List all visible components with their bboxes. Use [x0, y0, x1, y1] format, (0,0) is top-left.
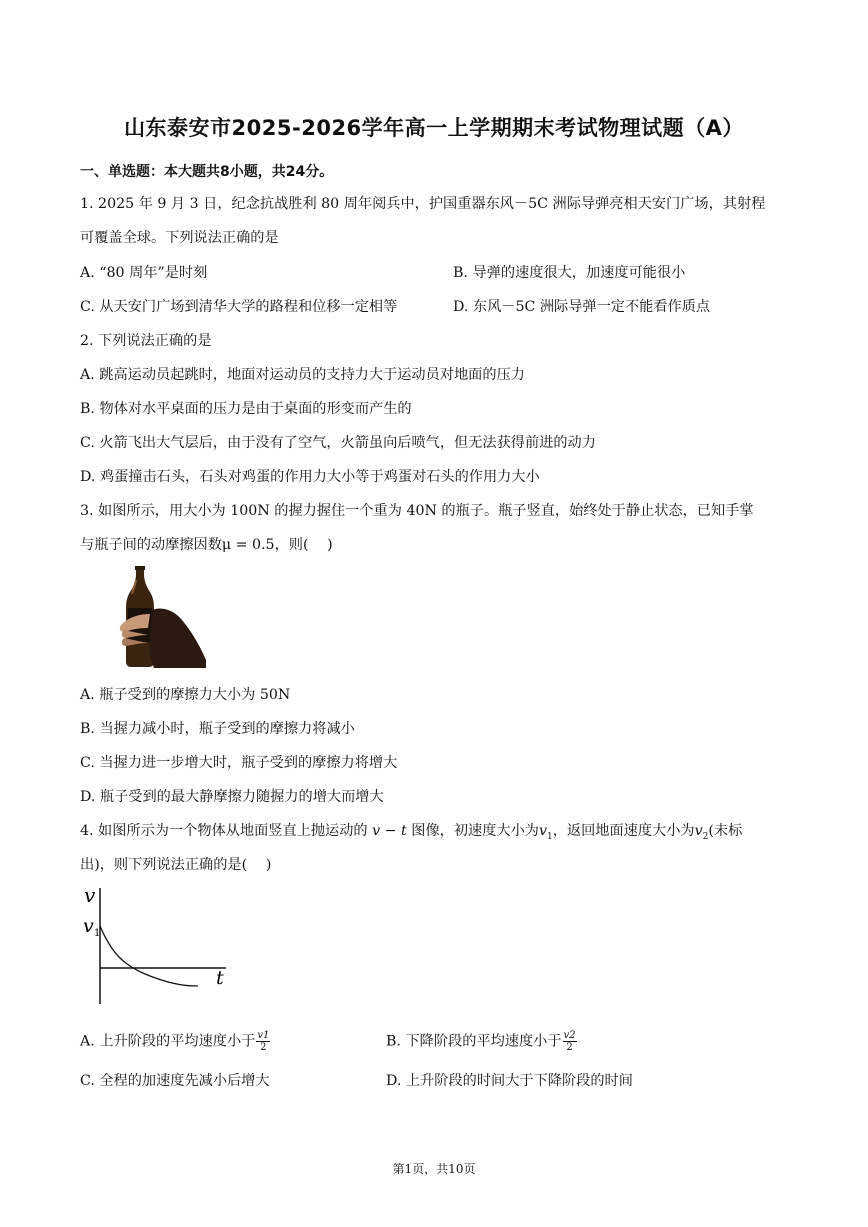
- graph-v-axis-label: v: [84, 884, 96, 907]
- bottle-in-hand-figure: [112, 564, 206, 668]
- q3-option-b: B. 当握力减小时，瓶子受到的摩擦力将减小: [80, 721, 355, 737]
- q4-v2-subscript: 2: [702, 831, 709, 842]
- q1-option-d: D. 东风－5C 洲际导弹一定不能看作质点: [453, 299, 711, 315]
- fraction-numerator: v2: [563, 1030, 576, 1041]
- q1-option-b: B. 导弹的速度很大，加速度可能很小: [453, 265, 686, 281]
- q4-v1-symbol: v: [538, 823, 547, 839]
- page-title: 山东泰安市2025-2026学年高一上学期期末考试物理试题（A）: [124, 116, 744, 140]
- q4-stem-part-a: 4. 如图所示为一个物体从地面竖直上抛运动的: [80, 823, 373, 839]
- q4-option-d: D. 上升阶段的时间大于下降阶段的时间: [386, 1073, 633, 1089]
- q1-stem-line2: 可覆盖全球。下列说法正确的是: [80, 230, 279, 246]
- vt-graph-figure: [80, 884, 230, 1010]
- graph-v1-label: v: [83, 915, 94, 937]
- graph-v1-subscript: 1: [94, 928, 101, 939]
- q3-stem-line2: 与瓶子间的动摩擦因数μ = 0.5，则( ): [80, 537, 333, 553]
- graph-t-axis-label: t: [216, 967, 224, 989]
- q2-option-b: B. 物体对水平桌面的压力是由于桌面的形变而产生的: [80, 401, 412, 417]
- q3-option-c: C. 当握力进一步增大时，瓶子受到的摩擦力将增大: [80, 755, 398, 771]
- q4-vt-symbol: v − t: [372, 823, 407, 839]
- q2-stem: 2. 下列说法正确的是: [80, 333, 212, 349]
- section-heading: 一、单选题：本大题共8小题，共24分。: [80, 164, 334, 180]
- q2-option-a: A. 跳高运动员起跳时，地面对运动员的支持力大于运动员对地面的压力: [80, 367, 525, 383]
- q4-stem-line2: 出)，则下列说法正确的是( ): [80, 857, 272, 873]
- q1-option-c: C. 从天安门广场到清华大学的路程和位移一定相等: [80, 299, 398, 315]
- q1-stem-line1: 1. 2025 年 9 月 3 日，纪念抗战胜利 80 周年阅兵中，护国重器东风－5C 洲际导弹亮相天安门广场，其射程: [80, 196, 766, 212]
- fraction-numerator: v1: [257, 1030, 270, 1041]
- page-footer: 第1页，共10页: [392, 1162, 476, 1176]
- q4-stem-part-b: 图像，初速度大小为: [406, 823, 539, 839]
- q2-option-c: C. 火箭飞出大气层后，由于没有了空气，火箭虽向后喷气，但无法获得前进的动力: [80, 435, 596, 451]
- q4-option-b-fraction: [563, 1030, 577, 1053]
- q3-option-d: D. 瓶子受到的最大静摩擦力随握力的增大而增大: [80, 789, 384, 805]
- fraction-denominator: 2: [566, 1042, 573, 1053]
- q2-option-d: D. 鸡蛋撞击石头，石头对鸡蛋的作用力大小等于鸡蛋对石头的作用力大小: [80, 469, 540, 485]
- q4-v1-subscript: 1: [546, 831, 553, 842]
- fraction-denominator: 2: [260, 1042, 267, 1053]
- q4-option-a-text: A. 上升阶段的平均速度小于: [80, 1033, 256, 1050]
- q4-option-a: [80, 1030, 270, 1053]
- hand-icon: [149, 608, 206, 668]
- vt-curve: [100, 926, 198, 986]
- q3-stem-line1: 3. 如图所示，用大小为 100N 的握力握住一个重为 40N 的瓶子。瓶子竖直，始终处于静止状态，已知手掌: [80, 503, 754, 519]
- q4-stem-line1: [80, 820, 742, 842]
- q4-option-a-fraction: [256, 1030, 270, 1053]
- q4-v2-symbol: v: [694, 823, 703, 839]
- q4-option-c: C. 全程的加速度先减小后增大: [80, 1073, 270, 1089]
- q4-stem-part-c: ，返回地面速度大小为: [552, 823, 695, 839]
- q1-option-a: A. “80 周年”是时刻: [80, 265, 208, 281]
- q4-option-b: [386, 1030, 577, 1053]
- q4-option-b-text: B. 下降阶段的平均速度小于: [386, 1033, 562, 1050]
- q3-option-a: A. 瓶子受到的摩擦力大小为 50N: [80, 687, 291, 703]
- q4-stem-part-d: (未标: [708, 823, 743, 839]
